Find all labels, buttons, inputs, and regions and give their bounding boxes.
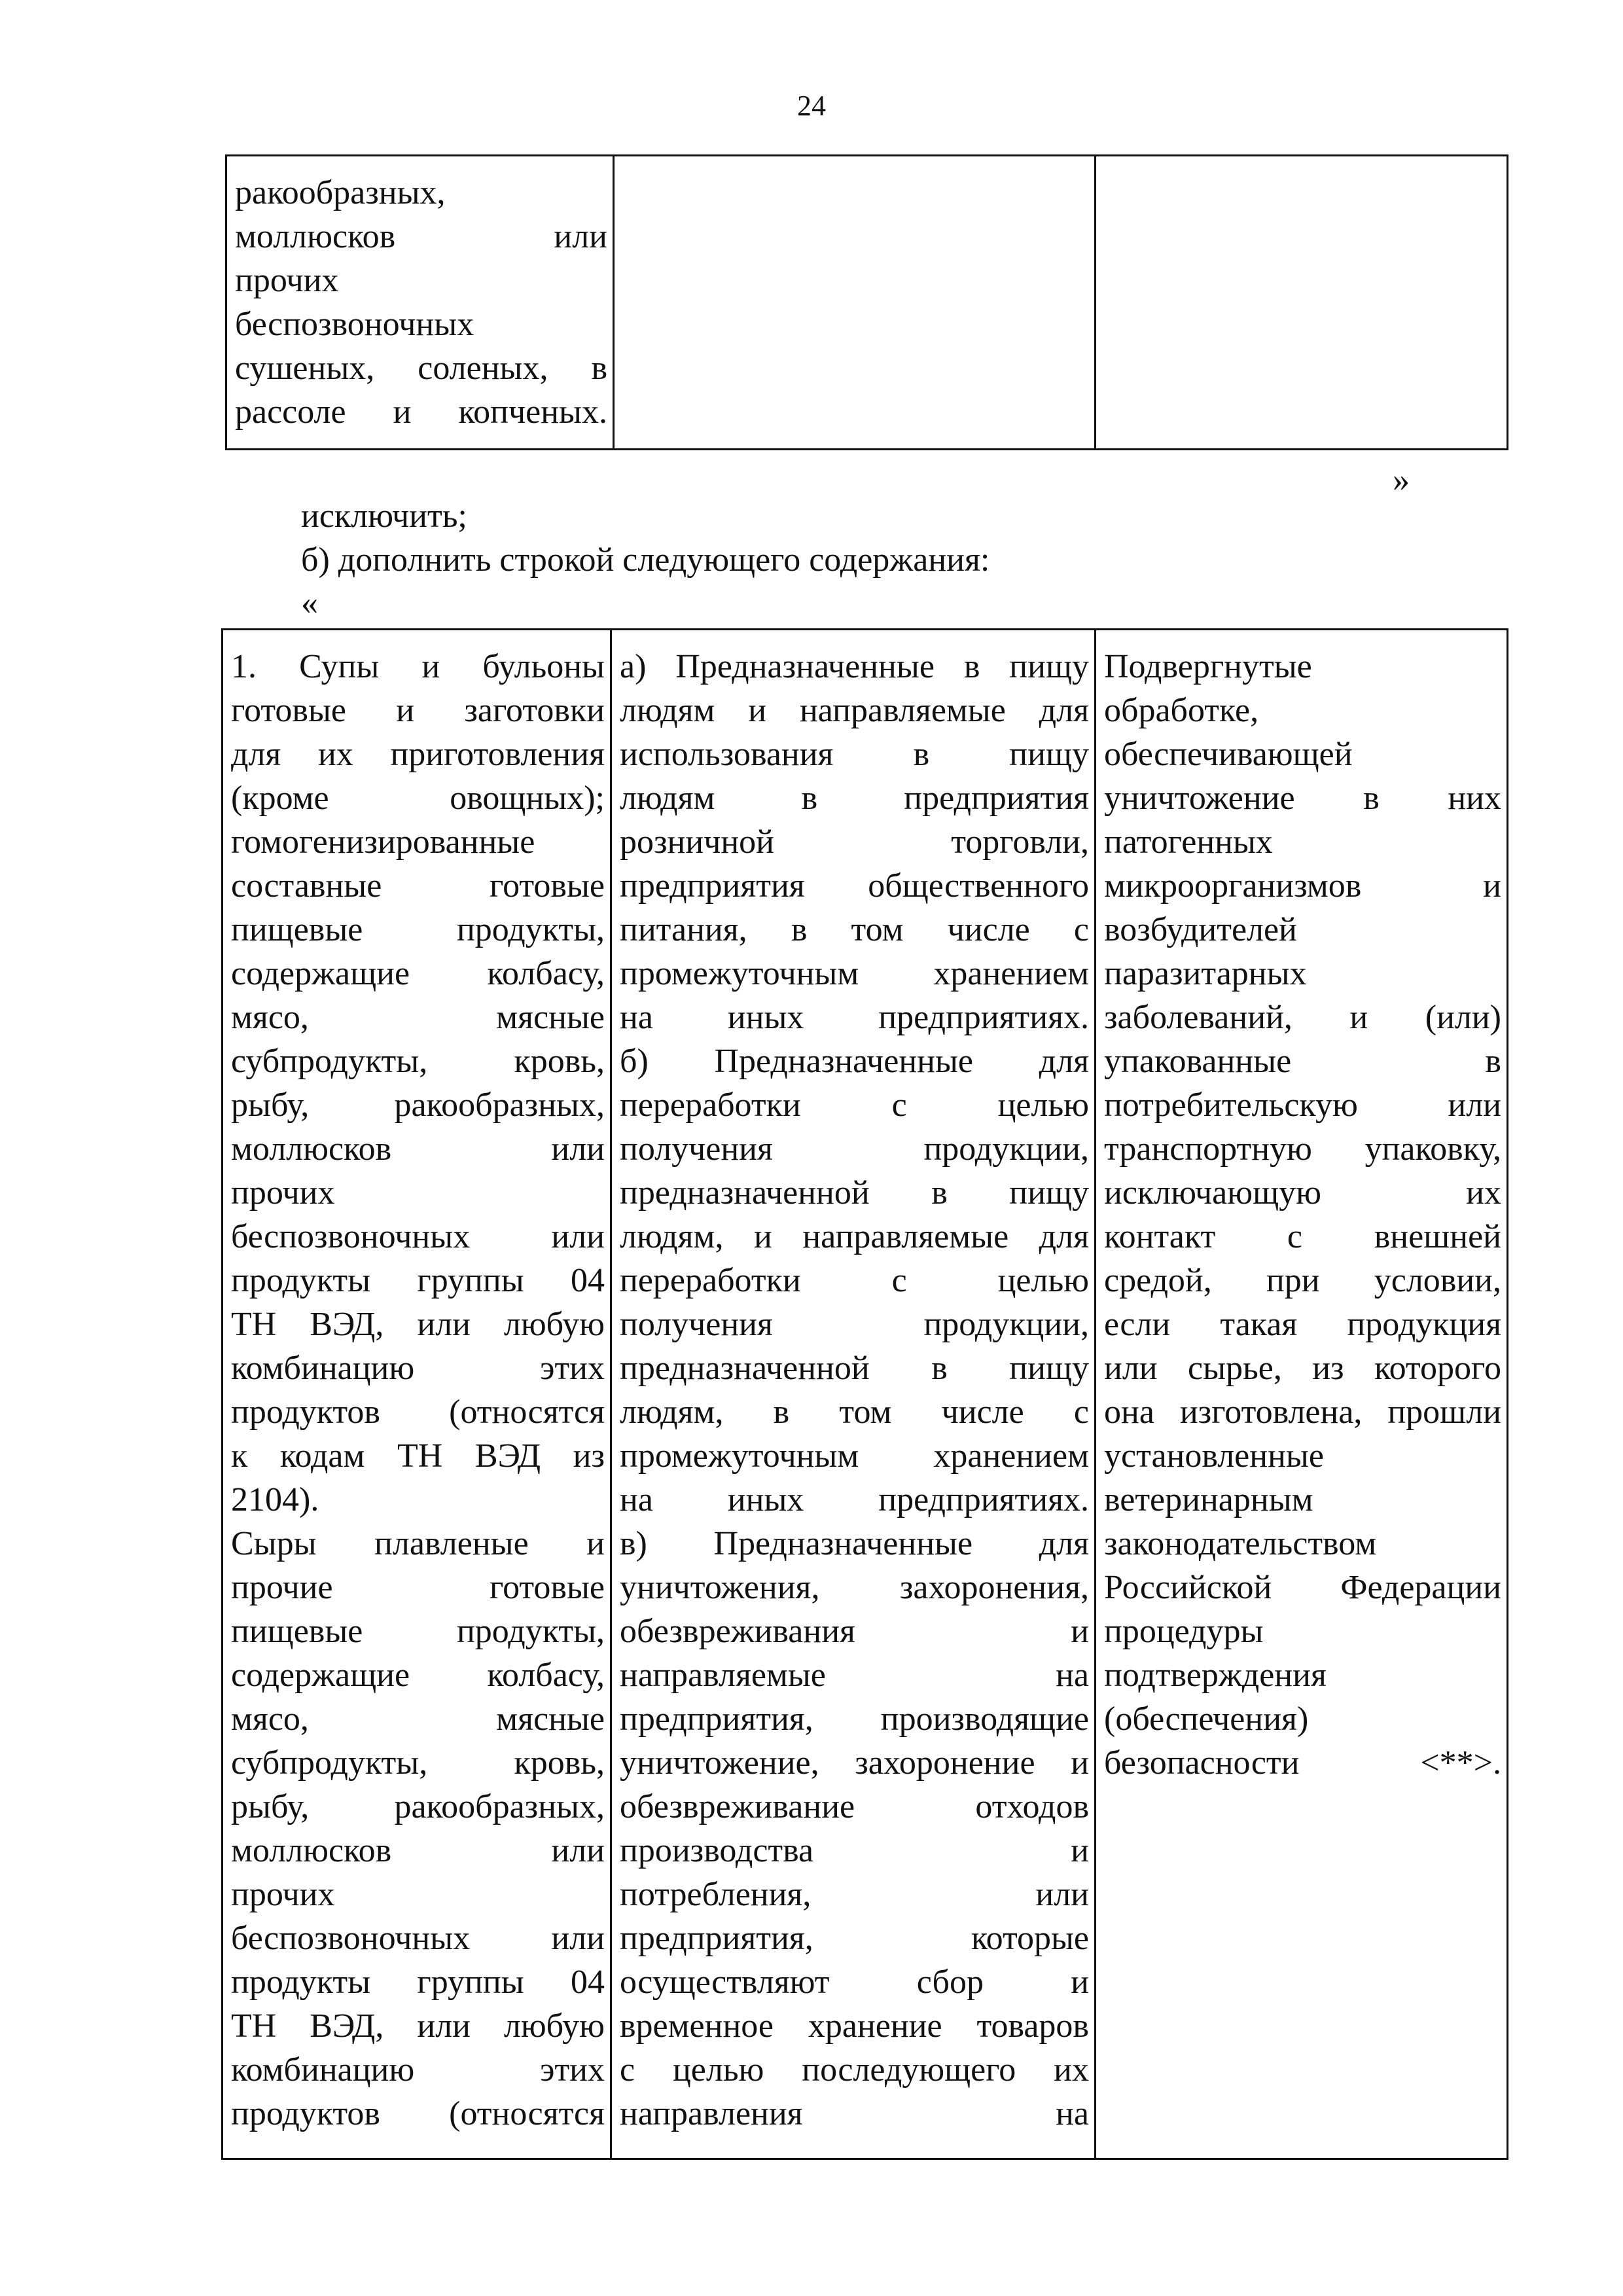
- cell-text: а) Предназначенные в пищу людям и направляемые для использования в пищу людям в предприятия розничной торговли, предприятия общественного питания, в том числе с промежуточным хранением на иных предприятиях. б) Предназначенные для переработки с целью получения продукции, предназначенной в пищу людям, и направляемые для переработки с целью получения продукции, предназначенной в пищу людям, в том числе с промежуточным хранением на иных предприятиях. в) Предназначенные для уничтожения, захоронения, обезвреживания и направляемые на предприятия, производящие уничтожение, захоронение и обезвреживание отходов производства и потребления, или предприятия, которые осуществляют сбор и временное хранение товаров с целью последующего их направления на: [620, 648, 1089, 2132]
- instruction-add: б) дополнить строкой следующего содержания:: [301, 541, 990, 579]
- cell-text: 1. Супы и бульоны готовые и заготовки для их приготовления (кроме овощных); гомогенизированные составные готовые пищевые продукты, содержащие колбасу, мясо, мясные субпродукты, кровь, рыбу, ракообразных, моллюсков или прочих беспозвоночных или продукты группы 04 ТН ВЭД, или любую комбинацию этих продуктов (относятся к кодам ТН ВЭД из 2104). Сыры плавленые и прочие готовые пищевые продукты, содержащие колбасу, мясо, мясные субпродукты, кровь, рыбу, ракообразных, моллюсков или прочих беспозвоночных или продукты группы 04 ТН ВЭД, или любую комбинацию этих продуктов (относятся: [231, 648, 605, 2132]
- table-row: [226, 156, 1508, 450]
- instruction-exclude: исключить;: [301, 497, 467, 535]
- table-cell: [1096, 156, 1508, 450]
- opening-quote: «: [301, 584, 318, 622]
- table-cell: [614, 156, 1096, 450]
- table-row: [223, 630, 1508, 2159]
- closing-quote: »: [1393, 461, 1410, 499]
- main-table: [221, 628, 1508, 2160]
- cell-text: ракообразных, моллюсков или прочих беспозвоночных сушеных, соленых, в рассоле и копченых.: [235, 174, 607, 431]
- table-cell: [1096, 630, 1508, 2159]
- table-cell: [226, 156, 614, 450]
- page-number: 24: [797, 90, 826, 122]
- table-cell: [223, 630, 611, 2159]
- top-table: [225, 154, 1508, 450]
- cell-text: Подвергнутые обработке, обеспечивающей уничтожение в них патогенных микроорганизмов и возбудителей паразитарных заболеваний, и (или) упакованные в потребительскую или транспортную упаковку, исключающую их контакт с внешней средой, при условии, если такая продукция или сырье, из которого она изготовлена, прошли установленные ветеринарным законодательством Российской Федерации процедуры подтверждения (обеспечения) безопасности <**>.: [1104, 648, 1501, 1782]
- table-cell: [611, 630, 1096, 2159]
